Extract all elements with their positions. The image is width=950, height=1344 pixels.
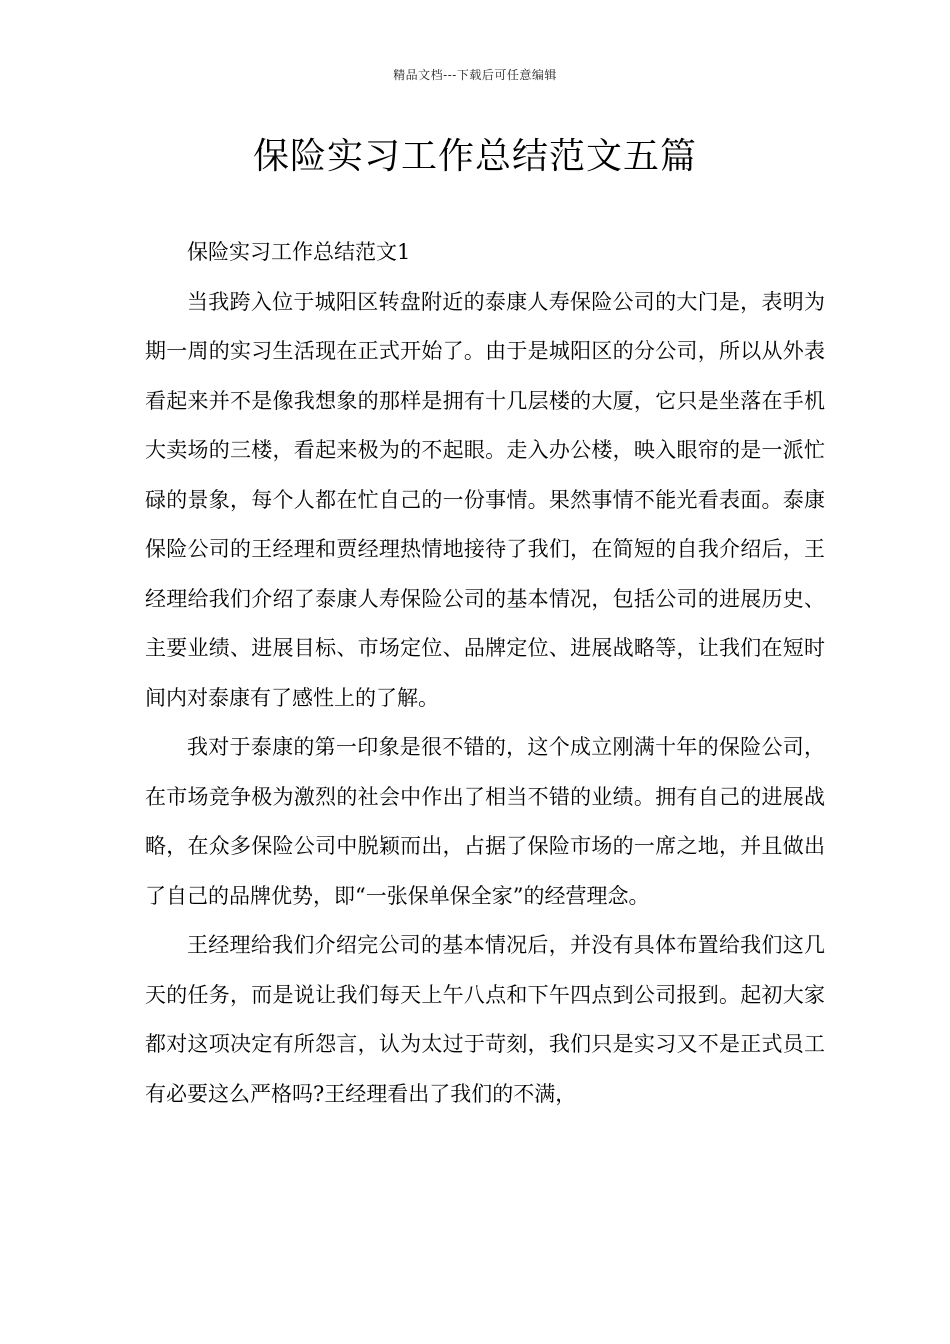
paragraph: 当我跨入位于城阳区转盘附近的泰康人寿保险公司的大门是，表明为期一周的实习生活现在正式开始了。由于是城阳区的分公司，所以从外表看起来并不是像我想象的那样是拥有十几层楼的大厦，它只是坐落在手机大卖场的三楼，看起来极为的不起眼。走入办公楼，映入眼帘的是一派忙碌的景象，每个人都在忙自己的一份事情。果然事情不能光看表面。泰康保险公司的王经理和贾经理热情地接待了我们，在简短的自我介绍后，王经理给我们介绍了泰康人寿保险公司的基本情况，包括公司的进展历史、主要业绩、进展目标、市场定位、品牌定位、进展战略等，让我们在短时间内对泰康有了感性上的了解。 bbox=[145, 289, 825, 710]
section-heading: 保险实习工作总结范文1 bbox=[187, 240, 411, 264]
document-title: 保险实习工作总结范文五篇 bbox=[252, 136, 697, 177]
header-note: 精品文档---下载后可任意编辑 bbox=[393, 68, 557, 82]
document-body bbox=[145, 228, 825, 1119]
paragraph: 王经理给我们介绍完公司的基本情况后，并没有具体布置给我们这几天的任务，而是说让我们每天上午八点和下午四点到公司报到。起初大家都对这项决定有所怨言，认为太过于苛刻，我们只是实习又不是正式员工有必要这么严格吗?王经理看出了我们的不满， bbox=[145, 933, 825, 1106]
paragraph: 我对于泰康的第一印象是很不错的，这个成立刚满十年的保险公司，在市场竞争极为激烈的社会中作出了相当不错的业绩。拥有自己的进展战略，在众多保险公司中脱颖而出，占据了保险市场的一席之地，并且做出了自己的品牌优势，即“一张保单保全家”的经营理念。 bbox=[145, 735, 825, 908]
